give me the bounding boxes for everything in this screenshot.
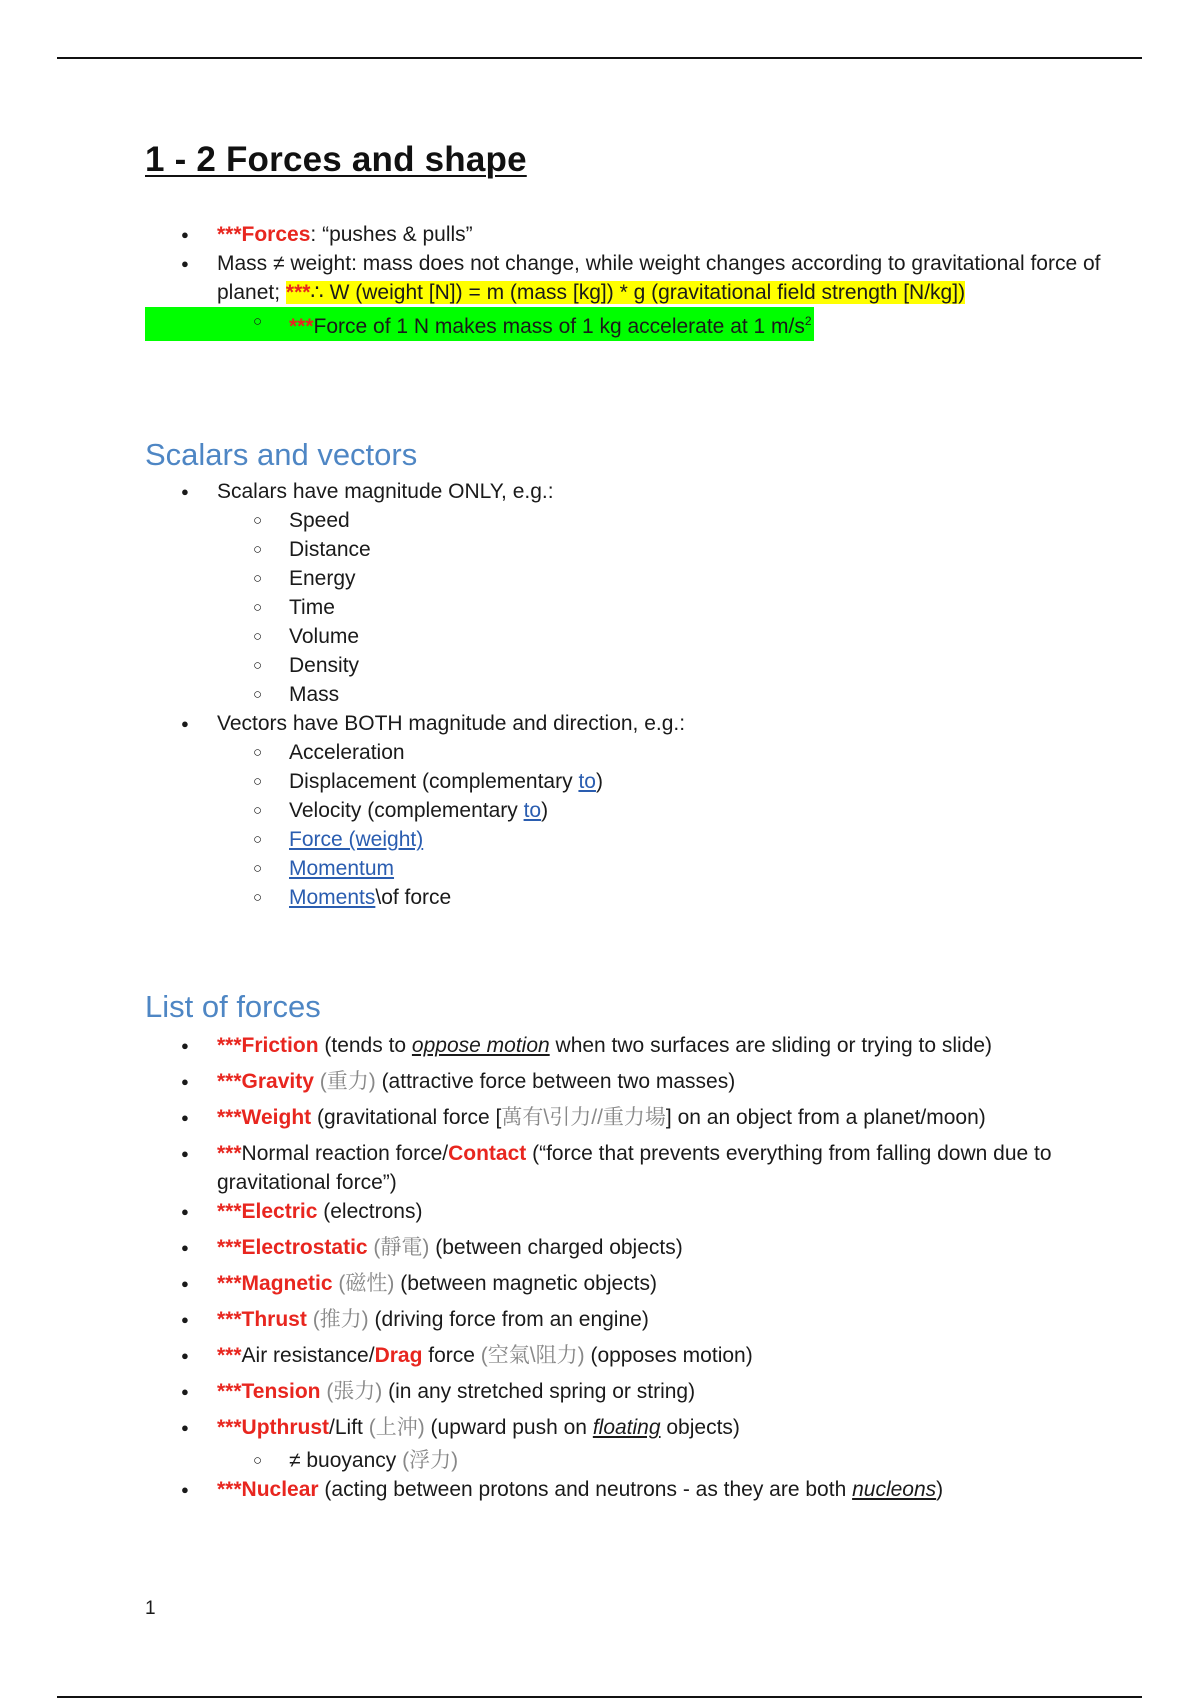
moments-rest: \of force bbox=[375, 886, 452, 909]
scalars-sublist bbox=[217, 506, 1105, 709]
importance-marker: *** bbox=[285, 281, 311, 304]
buoyancy-note bbox=[145, 1446, 1105, 1475]
close-paren: ) bbox=[595, 770, 603, 793]
list-item-mass-weight bbox=[145, 249, 1105, 341]
vector-momentum bbox=[145, 854, 1105, 883]
scalar-item: ○ Speed bbox=[145, 506, 1105, 535]
vector-velocity bbox=[145, 796, 1105, 825]
force-desc: objects) bbox=[660, 1416, 740, 1439]
force-name: Thrust bbox=[241, 1308, 307, 1331]
importance-marker: *** bbox=[217, 1070, 242, 1093]
importance-marker: *** bbox=[217, 1272, 242, 1295]
force-desc: Air resistance/ bbox=[241, 1344, 375, 1367]
vectors-intro: Vectors have BOTH magnitude and direction, e.g.: bbox=[217, 712, 686, 735]
scalars-intro: Scalars have magnitude ONLY, e.g.: bbox=[217, 480, 554, 503]
link-momentum[interactable]: Momentum bbox=[289, 857, 395, 880]
forces-definition: : “pushes & pulls” bbox=[310, 223, 473, 246]
chinese-term: (上沖) bbox=[362, 1416, 425, 1439]
force-desc: ] on an object from a planet/moon) bbox=[665, 1106, 986, 1129]
emphasis: floating bbox=[592, 1416, 661, 1439]
displacement-text: Displacement (complementary bbox=[289, 770, 579, 793]
force-tension bbox=[145, 1377, 1105, 1406]
vectors-sublist bbox=[217, 738, 1105, 912]
vector-moments bbox=[145, 883, 1105, 912]
chinese-term: 萬有\引力//重力場 bbox=[501, 1106, 666, 1129]
scalar-item: ○ Time bbox=[145, 593, 1105, 622]
force-name: Magnetic bbox=[241, 1272, 333, 1295]
sublist-newton bbox=[217, 307, 1105, 341]
force-desc: (attractive force between two masses) bbox=[375, 1070, 736, 1093]
force-name: Weight bbox=[241, 1106, 312, 1129]
page-number: 1 bbox=[145, 1598, 156, 1619]
force-desc: (driving force from an engine) bbox=[368, 1308, 649, 1331]
chinese-term: (浮力) bbox=[396, 1449, 459, 1472]
superscript-two: 2 bbox=[804, 314, 812, 328]
force-gravity bbox=[145, 1067, 1105, 1096]
force-desc: /Lift bbox=[329, 1416, 363, 1439]
force-name: Upthrust bbox=[241, 1416, 330, 1439]
force-desc: ) bbox=[936, 1478, 944, 1501]
force-desc: (“force that prevents everything from falling down due to gravitational force”) bbox=[217, 1142, 1052, 1194]
importance-marker: *** bbox=[217, 223, 242, 246]
force-normal-contact bbox=[145, 1139, 1105, 1197]
term-forces: Forces bbox=[241, 223, 311, 246]
buoyancy-text: ≠ buoyancy bbox=[289, 1449, 397, 1472]
importance-marker: *** bbox=[217, 1236, 242, 1259]
force-desc: (between magnetic objects) bbox=[394, 1272, 658, 1295]
vector-displacement bbox=[145, 767, 1105, 796]
force-desc: when two surfaces are sliding or trying to slide) bbox=[549, 1034, 993, 1057]
force-upthrust bbox=[145, 1413, 1105, 1475]
emphasis: oppose motion bbox=[411, 1034, 550, 1057]
force-name: Electric bbox=[241, 1200, 318, 1223]
link-to-displacement[interactable]: to bbox=[578, 770, 596, 793]
force-desc: (between charged objects) bbox=[429, 1236, 683, 1259]
force-electric bbox=[145, 1197, 1105, 1226]
heading-list-of-forces: List of forces bbox=[145, 989, 321, 1024]
chinese-term: (靜電) bbox=[367, 1236, 430, 1259]
force-drag bbox=[145, 1341, 1105, 1370]
vector-force bbox=[145, 825, 1105, 854]
importance-marker: *** bbox=[217, 1416, 242, 1439]
scalar-item: ○ Distance bbox=[145, 535, 1105, 564]
forces-list bbox=[145, 1031, 1105, 1504]
chinese-term: (推力) bbox=[306, 1308, 369, 1331]
importance-marker: *** bbox=[217, 1200, 242, 1223]
chinese-term: (張力) bbox=[320, 1380, 383, 1403]
importance-marker: *** bbox=[217, 1034, 242, 1057]
section-list-of-forces bbox=[145, 989, 1105, 1504]
force-desc: (electrons) bbox=[317, 1200, 423, 1223]
emphasis: nucleons bbox=[852, 1478, 937, 1501]
intro-list bbox=[145, 220, 1105, 341]
chinese-term: (空氣\阻力) bbox=[474, 1344, 585, 1367]
close-paren: ) bbox=[541, 799, 549, 822]
weight-formula: ∴ W (weight [N]) = m (mass [kg]) * g (gravitational field strength [N/kg]) bbox=[310, 281, 966, 304]
section-scalars-vectors bbox=[145, 437, 1105, 912]
scalars-vectors-list bbox=[145, 477, 1105, 912]
force-desc: (upward push on bbox=[424, 1416, 593, 1439]
heading-scalars-vectors: Scalars and vectors bbox=[145, 437, 418, 472]
importance-marker: *** bbox=[217, 1380, 242, 1403]
chinese-term: (磁性) bbox=[332, 1272, 395, 1295]
force-name: Gravity bbox=[241, 1070, 314, 1093]
force-friction bbox=[145, 1031, 1105, 1060]
importance-marker: *** bbox=[217, 1478, 242, 1501]
force-desc: (tends to bbox=[318, 1034, 412, 1057]
force-desc: (acting between protons and neutrons - as they are both bbox=[318, 1478, 853, 1501]
vector-acceleration: ○ Acceleration bbox=[145, 738, 1105, 767]
formula-highlight bbox=[286, 281, 965, 304]
newton-definition: Force of 1 N makes mass of 1 kg accelerate at 1 m/s bbox=[313, 315, 805, 338]
force-weight bbox=[145, 1103, 1105, 1132]
page-title: 1 - 2 Forces and shape bbox=[145, 140, 527, 179]
importance-marker: *** bbox=[217, 1308, 242, 1331]
list-item-scalars bbox=[145, 477, 1105, 709]
footer-rule bbox=[57, 1696, 1142, 1698]
list-item-forces bbox=[145, 220, 1105, 249]
force-name: Nuclear bbox=[241, 1478, 319, 1501]
force-desc: force bbox=[422, 1344, 475, 1367]
upthrust-sublist bbox=[217, 1446, 1105, 1475]
header-rule bbox=[57, 57, 1142, 59]
force-name: Friction bbox=[241, 1034, 319, 1057]
force-nuclear bbox=[145, 1475, 1105, 1504]
link-to-velocity[interactable]: to bbox=[523, 799, 542, 822]
importance-marker: *** bbox=[217, 1142, 242, 1165]
force-desc: (gravitational force [ bbox=[311, 1106, 502, 1129]
force-name: Electrostatic bbox=[241, 1236, 368, 1259]
importance-marker: *** bbox=[289, 315, 314, 338]
force-desc: (opposes motion) bbox=[584, 1344, 753, 1367]
force-name: Drag bbox=[374, 1344, 423, 1367]
force-name: Contact bbox=[448, 1142, 527, 1165]
force-thrust bbox=[145, 1305, 1105, 1334]
force-magnetic bbox=[145, 1269, 1105, 1298]
force-desc: Normal reaction force/ bbox=[241, 1142, 449, 1165]
force-desc: (in any stretched spring or string) bbox=[382, 1380, 696, 1403]
scalar-item: ○ Energy bbox=[145, 564, 1105, 593]
chinese-term: (重力) bbox=[313, 1070, 376, 1093]
importance-marker: *** bbox=[217, 1106, 242, 1129]
force-electrostatic bbox=[145, 1233, 1105, 1262]
link-force-weight[interactable]: Force (weight) bbox=[289, 828, 424, 851]
mass-weight-text: Mass ≠ weight: mass does not change, while weight changes according to gravitational force of planet; bbox=[217, 252, 1101, 304]
scalar-item: ○ Volume bbox=[145, 622, 1105, 651]
velocity-text: Velocity (complementary bbox=[289, 799, 524, 822]
link-moments[interactable]: Moments bbox=[289, 886, 376, 909]
list-item-vectors bbox=[145, 709, 1105, 912]
document-body bbox=[145, 140, 1105, 1501]
force-name: Tension bbox=[241, 1380, 321, 1403]
scalar-item: ○ Mass bbox=[145, 680, 1105, 709]
list-item-newton bbox=[145, 307, 814, 341]
importance-marker: *** bbox=[217, 1344, 242, 1367]
scalar-item: ○ Density bbox=[145, 651, 1105, 680]
